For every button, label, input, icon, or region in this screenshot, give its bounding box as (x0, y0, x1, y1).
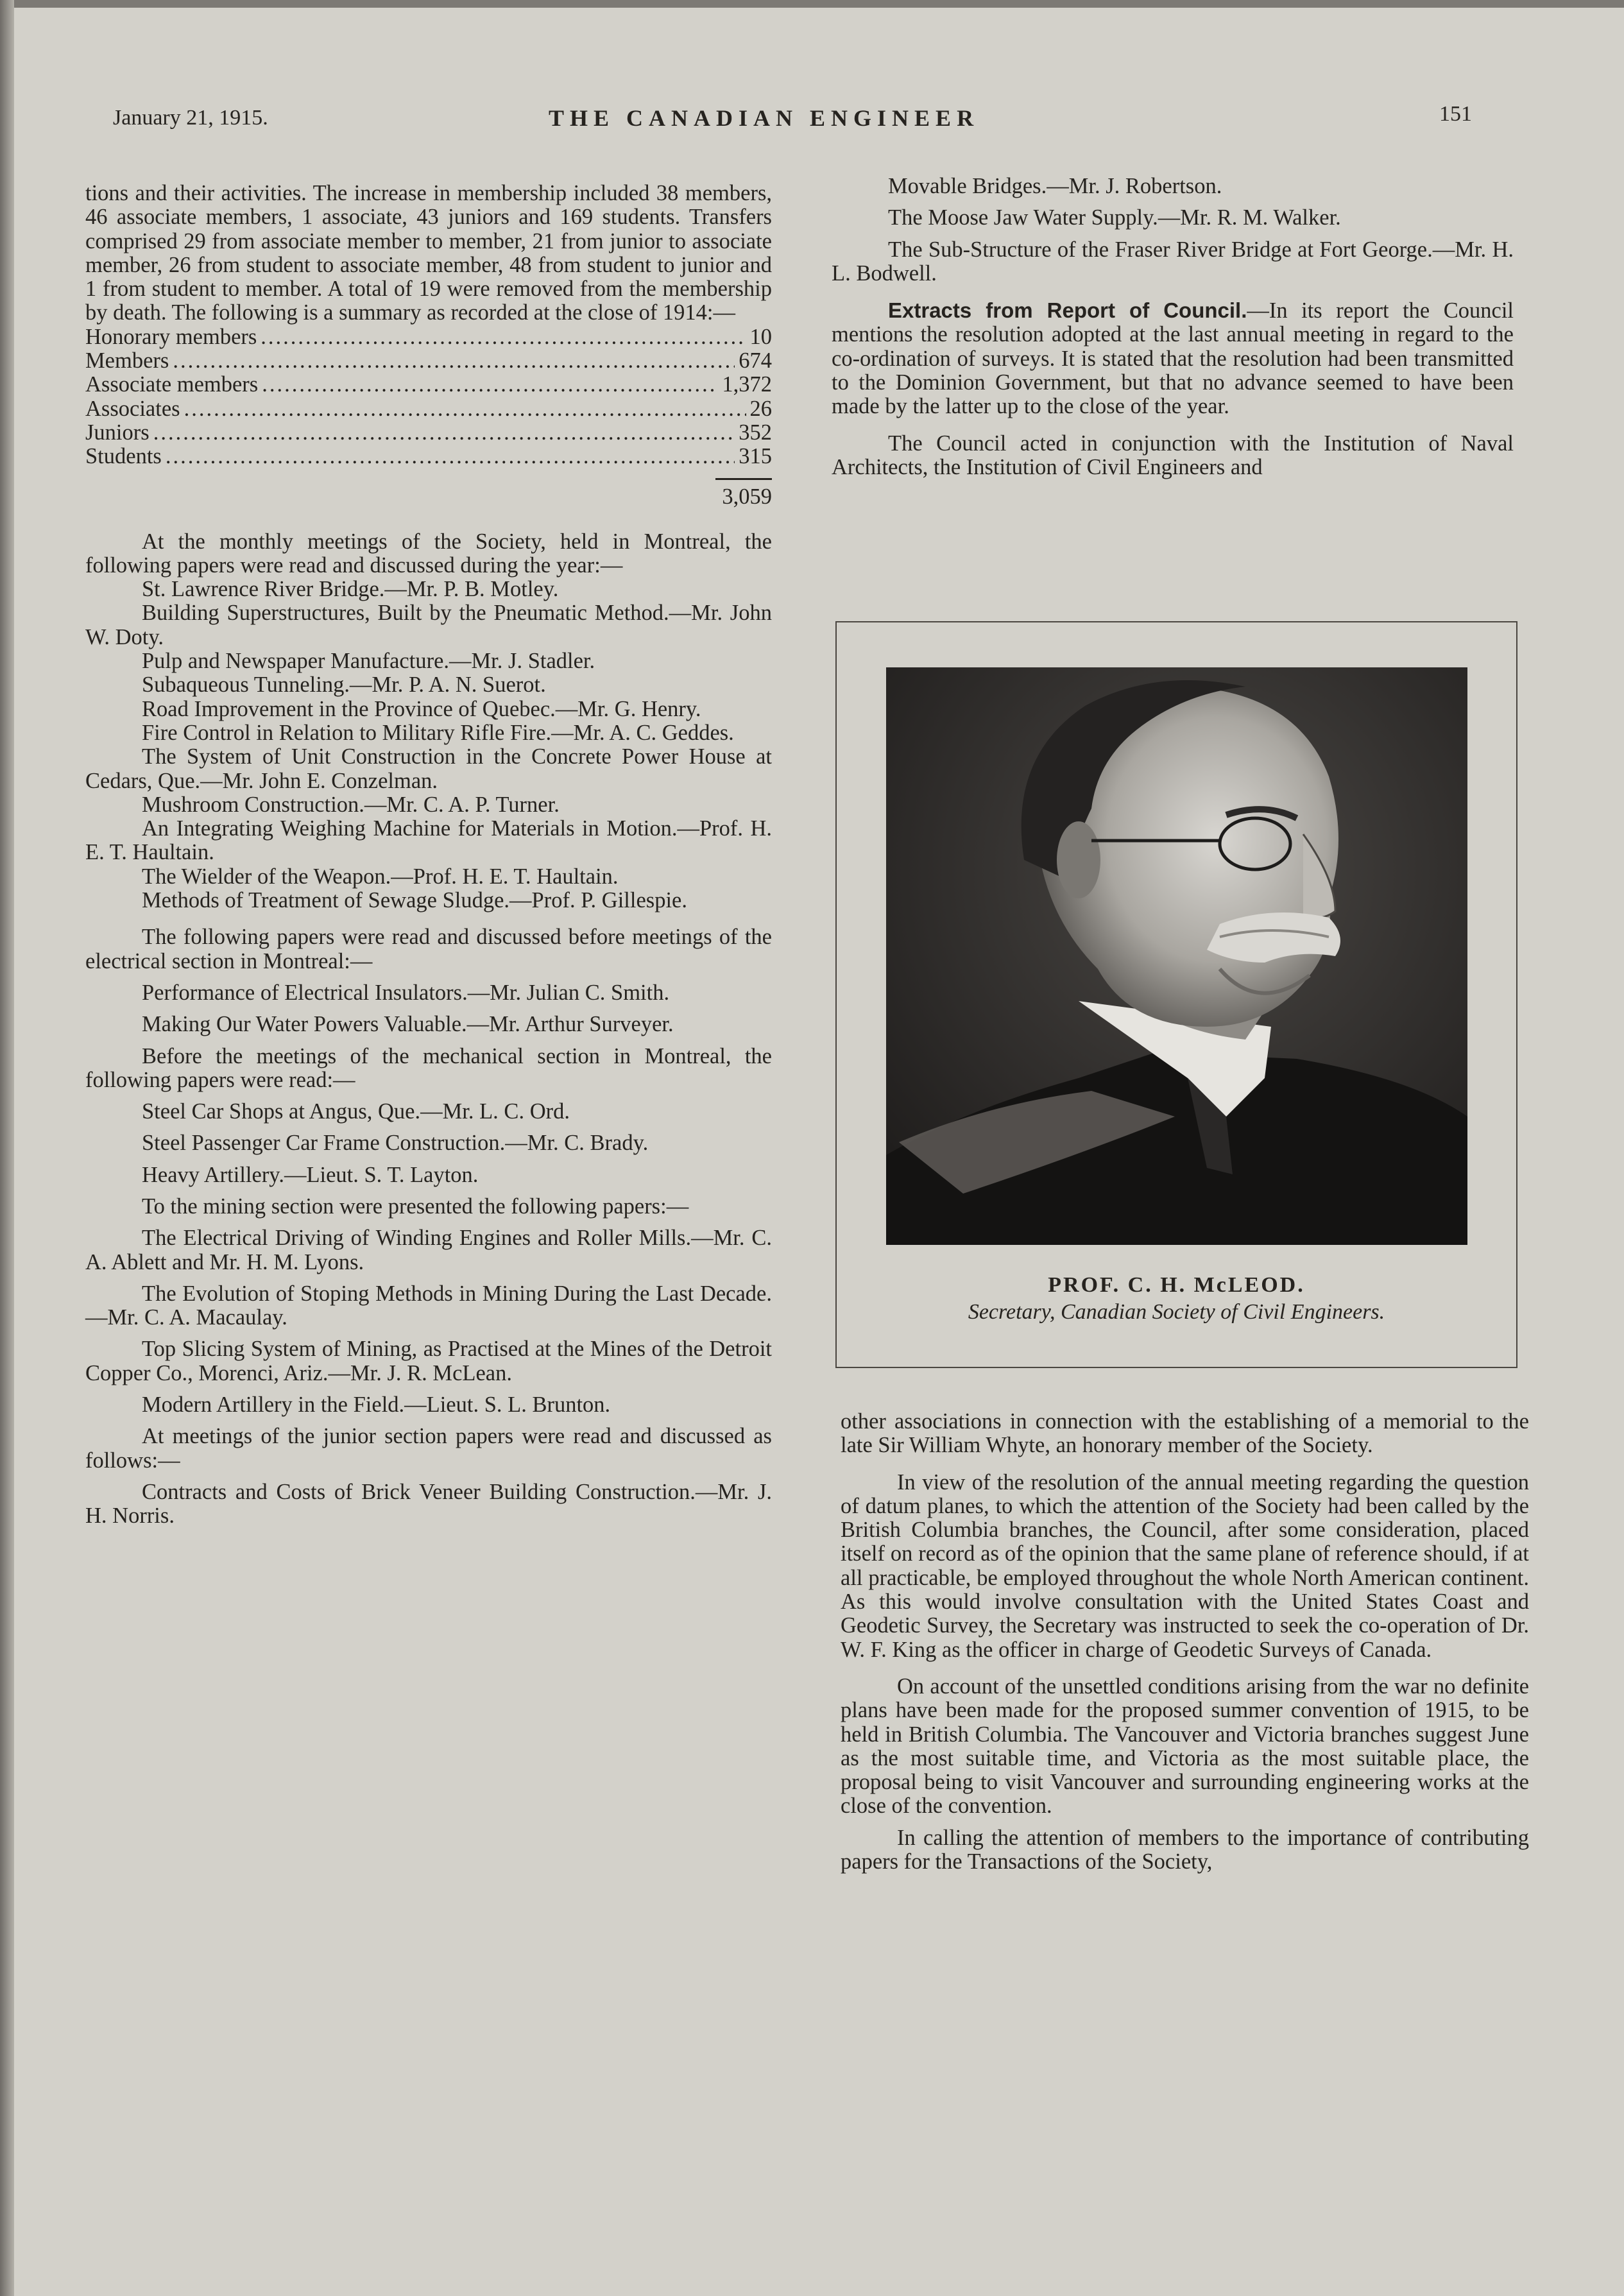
member-count: 26 (749, 396, 772, 421)
memorial-paragraph: other associations in connection with the establishing of a memorial to the late Sir William Whyte, an honorary member of the Society. (841, 1409, 1529, 1458)
monthly-papers-list (85, 578, 772, 912)
member-count: 352 (739, 420, 772, 445)
paper-entry: Top Slicing System of Mining, as Practised at the Mines of the Detroit Copper Co., Morenci, Ariz.—Mr. J. R. McLean. (85, 1337, 772, 1385)
paper-entry: Contracts and Costs of Brick Veneer Building Construction.—Mr. J. H. Norris. (85, 1479, 772, 1529)
member-label: Members (85, 348, 169, 373)
mechanical-intro: Before the meetings of the mechanical section in Montreal, the following papers were read:— (85, 1043, 772, 1092)
header-date: January 21, 1915. (113, 106, 268, 130)
member-row (85, 445, 772, 468)
paper-entry: Movable Bridges.—Mr. J. Robertson. (888, 174, 1222, 198)
council-text: —In its report the Council mentions the resolution adopted at the last annual meeting in regard to the co-ordination of surveys. It is stated that the resolution had been transmitted to the Dominion Government, but that no advance seemed to have been made by the latter up to the close of the year. (832, 298, 1514, 419)
leader-dots (184, 397, 746, 421)
membership-intro: tions and their activities. The increase in membership included 38 members, 46 associate members, 1 associate, 43 juniors and 169 students. Transfers comprised 29 from associate member to member, 21 from junior to associate member, 26 from student to associate member, 48 from student to junior and 1 from student to member. A total of 19 were removed from the membership by death. The following is a summary as recorded at the close of 1914:— (85, 181, 772, 325)
member-label: Honorary members (85, 324, 257, 349)
portrait-illustration (886, 667, 1467, 1245)
member-label: Associates (85, 396, 180, 421)
member-row (85, 397, 772, 421)
right-column-bottom (841, 1410, 1529, 1874)
paper-entry: Steel Car Shops at Angus, Que.—Mr. L. C. Ord. (142, 1099, 570, 1124)
right-column-top (832, 175, 1514, 479)
paper-entry: Building Superstructures, Built by the Pneumatic Method.—Mr. John W. Doty. (85, 601, 772, 649)
page-top-edge (0, 0, 1624, 8)
left-column (85, 182, 772, 1529)
member-row (85, 421, 772, 445)
paper-entry: The Evolution of Stoping Methods in Mining During the Last Decade.—Mr. C. A. Macaulay. (85, 1281, 772, 1330)
running-header (0, 102, 1624, 144)
member-label: Associate members (85, 372, 259, 397)
member-row (85, 325, 772, 349)
members-table (85, 325, 772, 517)
paper-entry: Steel Passenger Car Frame Construction.—Mr. C. Brady. (142, 1131, 649, 1156)
paper-entry: Modern Artillery in the Field.—Lieut. S. L. Brunton. (142, 1392, 611, 1418)
header-page-number: 151 (1439, 102, 1472, 126)
header-title: THE CANADIAN ENGINEER (549, 105, 980, 131)
leader-dots (261, 325, 746, 349)
council-heading: Extracts from Report of Council. (888, 298, 1247, 323)
member-row (85, 373, 772, 397)
total-rule (715, 478, 772, 480)
members-total: 3,059 (722, 484, 772, 509)
electrical-intro: The following papers were read and discussed before meetings of the electrical section in Montreal:— (85, 925, 772, 973)
member-row (85, 349, 772, 373)
paper-entry: Pulp and Newspaper Manufacture.—Mr. J. Stadler. (142, 649, 595, 674)
leader-dots (262, 373, 718, 397)
paper-entry: The Sub-Structure of the Fraser River Bridge at Fort George.—Mr. H. L. Bodwell. (832, 237, 1514, 286)
leader-dots (173, 349, 735, 373)
paper-entry: The Moose Jaw Water Supply.—Mr. R. M. Walker. (888, 205, 1341, 230)
member-count: 315 (739, 444, 772, 469)
member-label: Students (85, 444, 162, 469)
leader-dots (153, 421, 735, 445)
paper-entry: St. Lawrence River Bridge.—Mr. P. B. Motley. (142, 577, 559, 602)
junior-intro: At meetings of the junior section papers were read and discussed as follows:— (85, 1424, 772, 1473)
page-binding-edge (0, 0, 14, 2296)
convention-paragraph: On account of the unsettled conditions arising from the war no definite plans have been made for the proposed summer convention of 1915, to be held in British Columbia. The Vancouver and Victoria branches suggest June as the most suitable time, and Victoria as the most suitable place, the proposal being to visit Vancouver and surrounding engineering works at the close of the convention. (841, 1674, 1529, 1819)
portrait-photo (886, 667, 1467, 1245)
paper-entry: Making Our Water Powers Valuable.—Mr. Arthur Surveyer. (142, 1012, 674, 1037)
council-paragraph (832, 298, 1514, 418)
paper-entry: An Integrating Weighing Machine for Materials in Motion.—Prof. H. E. T. Haultain. (85, 816, 772, 865)
figure-caption-name: PROF. C. H. McLEOD. (1048, 1273, 1305, 1297)
paper-entry: Fire Control in Relation to Military Rifle Fire.—Mr. A. C. Geddes. (142, 720, 734, 745)
member-count: 674 (739, 348, 772, 373)
paper-entry: Heavy Artillery.—Lieut. S. T. Layton. (142, 1162, 479, 1187)
paper-entry: Mushroom Construction.—Mr. C. A. P. Turner. (142, 792, 560, 817)
portrait-figure (835, 621, 1517, 1368)
mining-intro: To the mining section were presented the following papers:— (142, 1194, 689, 1219)
leader-dots (166, 445, 735, 468)
council-paragraph-2: The Council acted in conjunction with the Institution of Naval Architects, the Institution of Civil Engineers and (832, 431, 1514, 479)
monthly-intro: At the monthly meetings of the Society, held in Montreal, the following papers were read and discussed during the year:— (85, 529, 772, 578)
transactions-paragraph: In calling the attention of members to the importance of contributing papers for the Transactions of the Society, (841, 1825, 1529, 1874)
member-label: Juniors (85, 420, 150, 445)
paper-entry: Methods of Treatment of Sewage Sludge.—Prof. P. Gillespie. (142, 888, 687, 913)
figure-caption-role: Secretary, Canadian Society of Civil Engineers. (968, 1300, 1385, 1324)
paper-entry: The System of Unit Construction in the Concrete Power House at Cedars, Que.—Mr. John E. Conzelman. (85, 744, 772, 793)
paper-entry: The Electrical Driving of Winding Engines and Roller Mills.—Mr. C. A. Ablett and Mr. H. M. Lyons. (85, 1226, 772, 1274)
paper-entry: The Wielder of the Weapon.—Prof. H. E. T. Haultain. (142, 864, 619, 889)
paper-entry: Subaqueous Tunneling.—Mr. P. A. N. Suerot. (142, 673, 546, 698)
paper-entry: Performance of Electrical Insulators.—Mr. Julian C. Smith. (142, 980, 670, 1005)
datum-paragraph: In view of the resolution of the annual meeting regarding the question of datum planes, to which the attention of the Society had been called by the British Columbia branches, the Council, after some consideration, placed itself on record as of the opinion that the same plane of reference should, if at all practicable, be employed throughout the whole North American continent. As this would involve consultation with the United States Coast and Geodetic Survey, the Secretary was instructed to seek the co-operation of Dr. W. F. King as the officer in charge of Geodetic Surveys of Canada. (841, 1469, 1529, 1662)
member-count: 10 (749, 324, 772, 349)
member-count: 1,372 (722, 372, 772, 397)
paper-entry: Road Improvement in the Province of Quebec.—Mr. G. Henry. (142, 696, 701, 721)
